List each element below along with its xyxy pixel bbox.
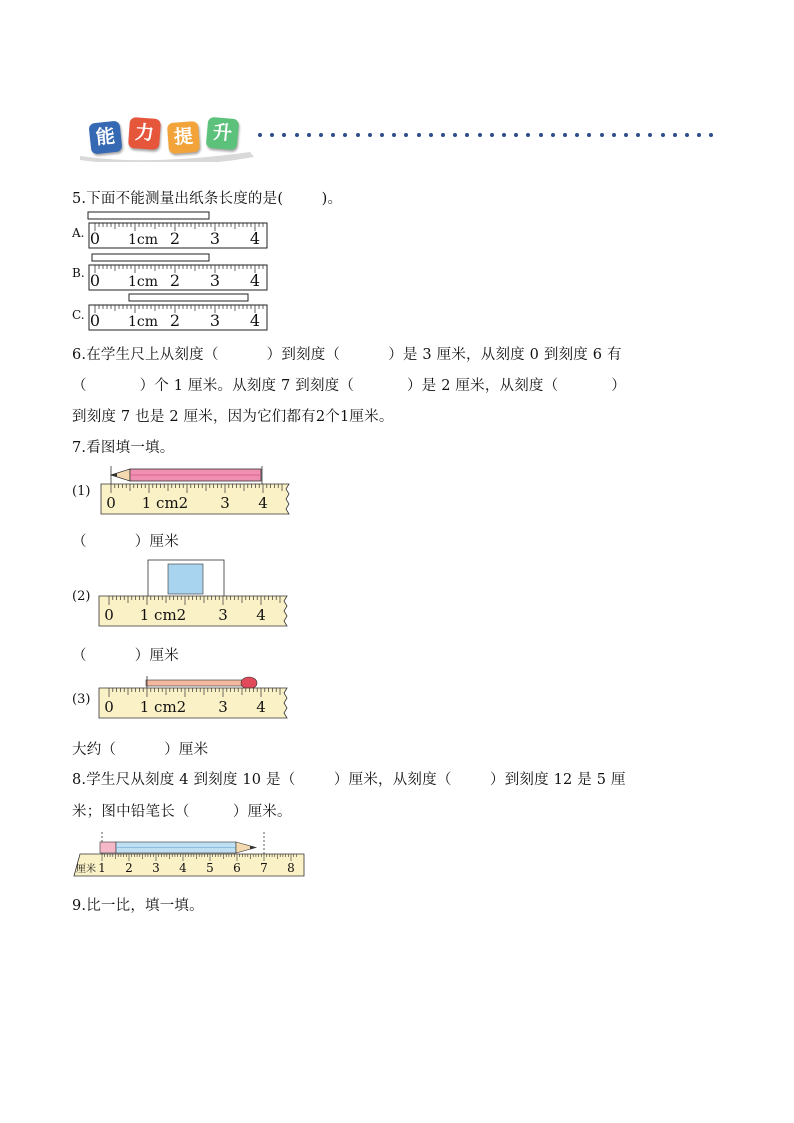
header-dot — [465, 133, 469, 137]
header-dot — [307, 133, 311, 137]
q9-text: 9.比一比，填一填。 — [72, 898, 204, 914]
header-dot — [282, 133, 286, 137]
ruler-label: 2 — [169, 271, 181, 290]
ruler-label: 4 — [258, 494, 268, 512]
header-dot — [575, 133, 579, 137]
header-dot — [453, 133, 457, 137]
q7-item1-label: (1) — [72, 484, 91, 499]
header-dot — [636, 133, 640, 137]
ruler-label: 8 — [287, 861, 295, 875]
q7-item2-answer: （ ）厘米 — [72, 648, 179, 664]
ruler-body — [74, 854, 304, 876]
ruler-label: 3 — [220, 494, 230, 512]
ruler-label: 1 — [98, 861, 106, 875]
header-dot — [392, 133, 396, 137]
section-header — [78, 112, 718, 162]
ruler-label: 3 — [209, 229, 221, 248]
pencil-1 — [111, 469, 261, 481]
header-dot — [295, 133, 299, 137]
header-dot — [697, 133, 701, 137]
header-dot — [600, 133, 604, 137]
ruler-label: 4 — [256, 698, 266, 716]
q7-item3-answer: 大约（ ）厘米 — [72, 742, 209, 758]
q5-ruler-a — [87, 210, 272, 252]
header-dot — [380, 133, 384, 137]
header-dot — [343, 133, 347, 137]
q7-item1-answer: （ ）厘米 — [72, 534, 179, 550]
ruler-label: 0 — [89, 229, 101, 248]
ruler-label: 2 — [169, 229, 181, 248]
header-dot — [404, 133, 408, 137]
q8-ruler — [72, 830, 308, 880]
header-dot — [539, 133, 543, 137]
q7-ruler-2 — [96, 558, 296, 630]
header-dot — [331, 133, 335, 137]
header-dot — [514, 133, 518, 137]
q8-line1: 8.学生尺从刻度 4 到刻度 10 是（ ）厘米，从刻度（ ）到刻度 12 是 5 厘 — [72, 772, 626, 788]
header-dot — [648, 133, 652, 137]
ruler-label: 0 — [89, 271, 101, 290]
ruler-label: 3 — [218, 606, 228, 624]
header-dot — [551, 133, 555, 137]
header-dot — [478, 133, 482, 137]
ruler-label: 1cm — [127, 314, 159, 330]
ruler-label: 3 — [152, 861, 160, 875]
q6-line1: 6.在学生尺上从刻度（ ）到刻度（ ）是 3 厘米，从刻度 0 到刻度 6 有 — [72, 347, 622, 363]
q5-option-b-label: B. — [72, 266, 85, 280]
ruler-label: 4 — [256, 606, 266, 624]
header-dot — [526, 133, 530, 137]
ruler-label: 2 — [169, 311, 181, 330]
ruler-label: 1 cm2 — [141, 494, 189, 512]
ruler-label: 1cm — [127, 274, 159, 290]
header-dot — [502, 133, 506, 137]
ruler-label: 0 — [104, 698, 114, 716]
pencil-2 — [100, 842, 256, 853]
eraser-blue — [168, 564, 203, 594]
paper-strip-b — [92, 254, 209, 261]
header-dot — [563, 133, 567, 137]
ruler-label: 4 — [249, 311, 261, 330]
ruler-label: 6 — [233, 861, 241, 875]
ruler-label: 0 — [106, 494, 116, 512]
ruler-label: 0 — [89, 311, 101, 330]
ruler-label: 3 — [209, 311, 221, 330]
q5-text: 5.下面不能测量出纸条长度的是( )。 — [72, 191, 343, 207]
q5-ruler-b — [87, 252, 272, 294]
header-char-sheng: 升 — [206, 117, 240, 151]
header-dot — [709, 133, 713, 137]
header-dot — [356, 133, 360, 137]
q7-title: 7.看图填一填。 — [72, 440, 175, 456]
q5-ruler-c — [87, 292, 272, 334]
header-char-li: 力 — [128, 117, 161, 150]
ruler-label: 4 — [249, 271, 261, 290]
q5-option-a-label: A. — [72, 226, 85, 240]
matchstick — [146, 677, 257, 689]
paper-strip-c — [129, 294, 248, 301]
header-dot — [319, 133, 323, 137]
header-dot — [612, 133, 616, 137]
q5-option-c-label: C. — [72, 308, 85, 322]
header-char-neng: 能 — [88, 120, 122, 154]
q7-ruler-3 — [96, 672, 296, 724]
header-dot — [673, 133, 677, 137]
ruler-label: 1 cm2 — [139, 606, 187, 624]
ruler-label: 5 — [206, 861, 214, 875]
header-dot — [258, 133, 262, 137]
header-dot — [417, 133, 421, 137]
q6-line2: （ ）个 1 厘米。从刻度 7 到刻度（ ）是 2 厘米，从刻度（ ） — [72, 378, 626, 394]
ruler-label: 0 — [104, 606, 114, 624]
q7-item2-label: (2) — [72, 589, 91, 604]
ruler-label: 4 — [249, 229, 261, 248]
header-char-ti: 提 — [167, 121, 200, 154]
header-dot — [661, 133, 665, 137]
header-dot — [624, 133, 628, 137]
ruler-label: 1 cm2 — [139, 698, 187, 716]
ruler-label: 7 — [260, 861, 268, 875]
header-dot — [587, 133, 591, 137]
header-dot — [685, 133, 689, 137]
ruler-label: 3 — [209, 271, 221, 290]
header-dot — [368, 133, 372, 137]
q6-line3: 到刻度 7 也是 2 厘米，因为它们都有2个1厘米。 — [72, 409, 394, 425]
paper-strip-a — [88, 212, 209, 219]
header-dot — [270, 133, 274, 137]
q7-ruler-1 — [98, 464, 298, 518]
header-dot — [429, 133, 433, 137]
q8-line2: 米；图中铅笔长（ ）厘米。 — [72, 804, 292, 820]
header-dotted-line — [258, 132, 718, 138]
ruler-label: 1cm — [127, 232, 159, 248]
q7-item3-label: (3) — [72, 692, 91, 707]
header-dot — [490, 133, 494, 137]
ruler-unit: 厘米 — [76, 864, 96, 875]
header-dot — [441, 133, 445, 137]
ruler-label: 3 — [218, 698, 228, 716]
ruler-label: 4 — [179, 861, 187, 875]
ruler-label: 2 — [125, 861, 133, 875]
